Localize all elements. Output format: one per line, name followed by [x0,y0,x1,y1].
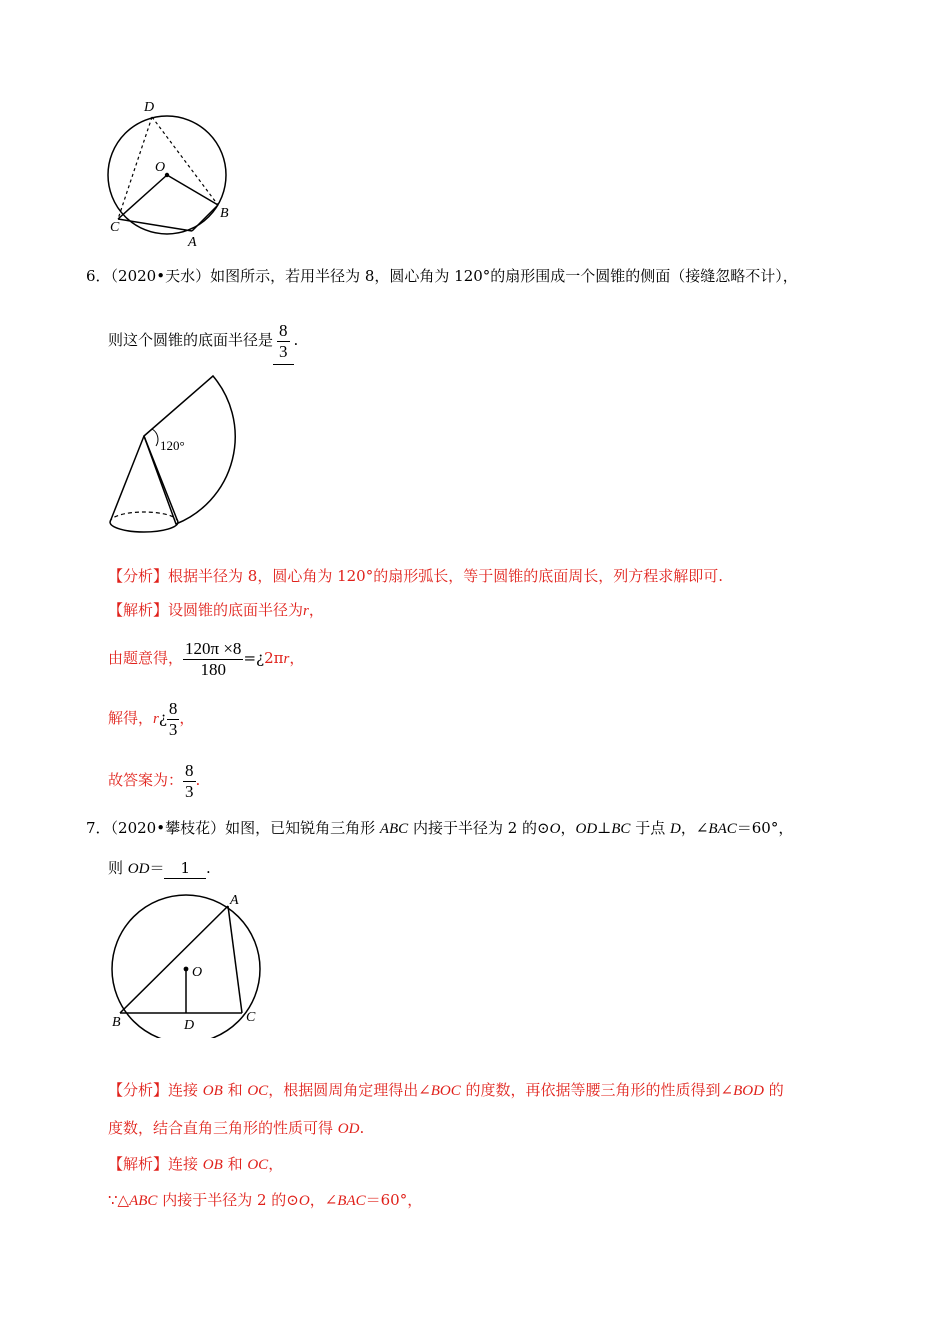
q7-analysis-4: 的度数，再依据等腰三角形的性质得到∠ [460,1081,734,1099]
q6-step2-prefix: 解得， [108,709,154,727]
q6-answer-num: 8 [279,320,288,340]
q6-solution-text: 设圆锥的底面半径为 [168,601,304,619]
q7-solution-1: 连接 [168,1155,203,1173]
q7-line2-end: . [206,859,211,877]
q7-text-o: O [549,821,561,837]
figure-cone-sector [100,372,250,542]
q7-last-1: ∵△ [108,1191,130,1209]
fig1-label-c: C [110,220,120,235]
q6-solution-comma: ， [308,601,324,619]
q6-text-1: 如图所示，若用半径为 8，圆心角为 120°的扇形围成一个圆锥的侧面（接缝忽略不计）， [210,267,798,285]
q6-step2 [108,694,194,743]
q7-answer-blank [164,858,206,879]
q7-last-bac: BAC [337,1193,366,1209]
q7-text-c: ， [560,819,576,837]
q6-step2-eq: ¿ [158,709,167,727]
q6-step1-rhs: 2π [264,649,284,667]
q6-answer-blank [273,316,294,365]
q6-analysis [108,566,723,586]
q7-text-bac: BAC [708,821,737,837]
q7-solution-line2 [108,1190,422,1211]
fig3-label-o: O [192,965,203,980]
q7-solution-2: 和 [222,1155,248,1173]
q6-solution [108,600,324,621]
q6-number: 6． [86,267,111,285]
fig1-label-b: B [220,206,229,221]
q7-solution-3: ， [268,1155,284,1173]
q6-step2-num: 8 [168,698,178,718]
q6-line2-end: . [293,331,299,349]
q7-text-bc: BC [611,821,631,837]
fig1-label-o: O [155,160,166,175]
q6-line2 [108,316,298,365]
q7-analysis-3: ，根据圆周角定理得出∠ [268,1081,431,1099]
q7-line2 [108,858,211,879]
q7-analysis-line1 [108,1080,784,1101]
q6-step3 [108,756,200,804]
q6-step3-num: 8 [185,760,194,780]
fig1-label-d: D [144,100,155,115]
q7-analysis-oc: OC [247,1083,269,1099]
q7-source: （2020•攀枝花） [110,819,226,837]
q7-analysis-tag: 【分析】 [108,1081,169,1099]
q7-analysis-2: 和 [222,1081,248,1099]
q6-step3-prefix: 故答案为： [108,771,184,789]
q6-text-2: 则这个圆锥的底面半径是 [108,331,274,349]
q6-step1-eq: =¿ [243,649,265,667]
q7-text-g: ＝60°， [736,819,794,837]
q7-solution-tag: 【解析】 [108,1155,169,1173]
q7-solution-ob: OB [202,1157,223,1173]
q7-analysis-bod: BOD [733,1083,764,1099]
q7-answer: 1 [180,859,191,877]
q6-step1-end: ， [289,649,305,667]
q6-step1-num: 120π ×8 [185,638,242,658]
fig3-label-a: A [230,893,239,908]
fig3-label-b: B [112,1015,121,1030]
q6-source: （2020•天水） [110,267,211,285]
q7-line2-a: 则 [108,859,128,877]
q6-solution-var: r [303,603,309,619]
fig2-angle-label: 120° [160,438,185,453]
q7-last-3: ，∠ [309,1191,338,1209]
q7-last-o: O [298,1193,310,1209]
q7-line2-od: OD [127,861,150,877]
q7-text-e: 于点 [630,819,670,837]
q6-step1-den: 180 [183,659,243,680]
q7-solution [108,1154,283,1175]
q7-line2-b: ＝ [149,859,165,877]
fig3-label-c: C [246,1010,256,1025]
q7-analysis-end: . [359,1119,365,1137]
q6-step3-den: 3 [185,781,194,801]
fig1-label-a: A [188,235,197,250]
q6-analysis-text: 根据半径为 8，圆心角为 120°的扇形弧长，等于圆锥的底面周长，列方程求解即可. [168,567,723,585]
q7-number: 7． [86,819,111,837]
q6-step1 [108,634,304,683]
q6-step1-var: r [283,651,290,667]
q7-last-4: ＝60°， [365,1191,423,1209]
q7-solution-oc: OC [247,1157,269,1173]
q6-step1-prefix: 由题意得， [108,649,184,667]
q7-line1 [86,818,793,839]
figure-inscribed-triangle [104,888,274,1038]
q6-line1 [86,266,798,286]
q7-analysis-line2 [108,1118,364,1139]
q7-last-2: 内接于半径为 2 的⊙ [157,1191,299,1209]
q6-step3-end: . [195,771,201,789]
q7-text-perp: ⊥ [597,819,612,837]
q6-step2-end: ， [179,709,195,727]
figure-circle-dcab [100,95,240,250]
q7-analysis-1: 连接 [168,1081,203,1099]
q7-text-a: 如图，已知锐角三角形 [225,819,380,837]
q7-text-od: OD [575,821,598,837]
q6-step2-var: r [153,711,159,727]
q7-last-abc: ABC [129,1193,158,1209]
q7-text-b: 内接于半径为 2 的⊙ [408,819,550,837]
q7-analysis-boc: BOC [430,1083,461,1099]
q6-step2-den: 3 [168,719,178,739]
q7-text-d: D [669,821,681,837]
q7-text-f: ，∠ [680,819,709,837]
q7-text-abc: ABC [379,821,409,837]
q7-analysis-line2-text: 度数，结合直角三角形的性质可得 [108,1119,338,1137]
q7-analysis-ob: OB [202,1083,223,1099]
q6-solution-tag: 【解析】 [108,601,169,619]
q6-answer-den: 3 [279,341,288,361]
q7-analysis-5: 的 [763,1081,784,1099]
fig3-label-d: D [184,1018,195,1033]
q7-analysis-od: OD [337,1121,360,1137]
q6-analysis-tag: 【分析】 [108,567,169,585]
